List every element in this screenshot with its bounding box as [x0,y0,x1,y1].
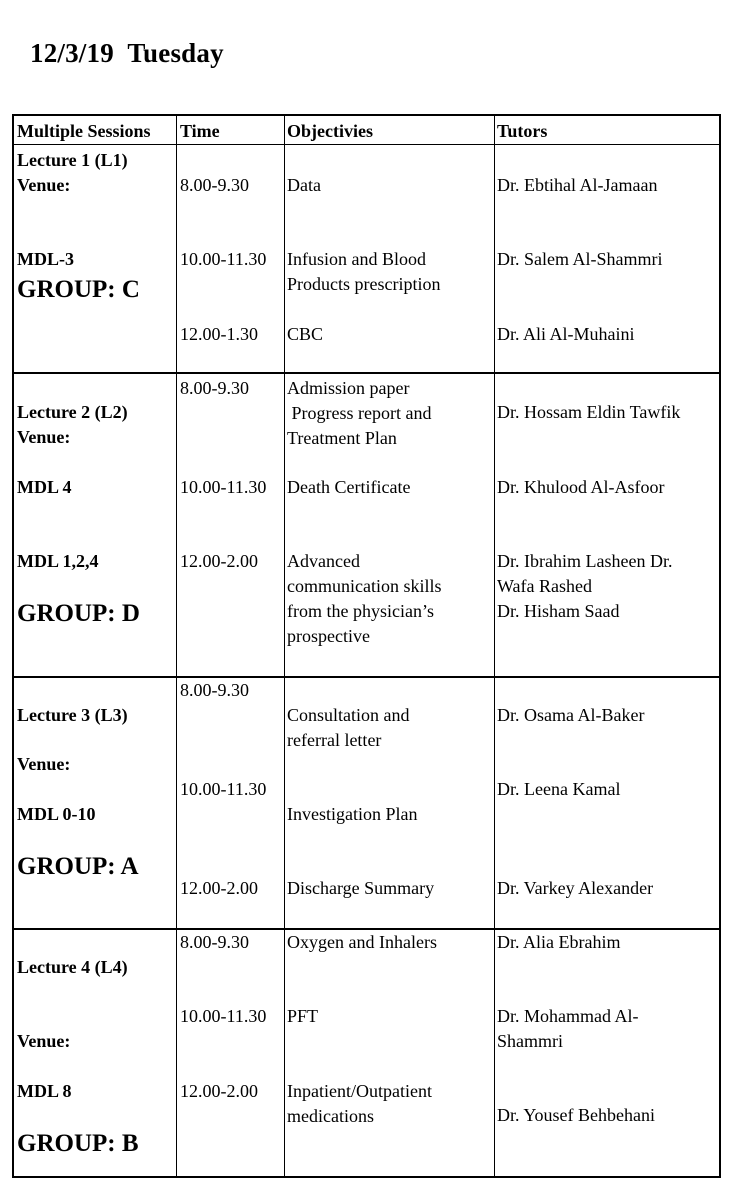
objective-cell: Consultation and referral letter [287,705,410,750]
tutor-cell: Dr. Osama Al-Baker [497,705,645,725]
header-sessions: Multiple Sessions [17,121,151,141]
objective-cell: Investigation Plan [287,804,418,824]
block-divider [14,372,719,374]
group-label: GROUP: A [17,853,139,880]
header-tutors: Tutors [497,121,548,141]
time-cell: 8.00-9.30 [180,175,249,195]
time-cell: 10.00-11.30 [180,1006,267,1026]
tutor-cell: Dr. Ali Al-Muhaini [497,324,635,344]
tutor-cell: Dr. Ibrahim Lasheen Dr. Wafa Rashed Dr. Hisham Saad [497,551,673,621]
objective-cell: Discharge Summary [287,878,435,898]
time-cell: 10.00-11.30 [180,779,267,799]
time-cell: 8.00-9.30 [180,680,249,700]
header-divider [14,144,719,145]
header-objectives: Objectivies [287,121,373,141]
objective-cell: Advanced communication skills from the physician’s prospective [287,551,442,646]
time-cell: 12.00-2.00 [180,878,258,898]
objective-cell: Inpatient/Outpatient medications [287,1081,432,1126]
room-label: MDL 8 [17,1081,72,1101]
tutor-cell: Dr. Hossam Eldin Tawfik [497,402,681,422]
tutor-cell: Dr. Mohammad Al- Shammri [497,1006,639,1051]
room-label: MDL 1,2,4 [17,551,99,571]
schedule-table [12,114,721,1178]
time-cell: 10.00-11.30 [180,249,267,269]
time-cell: 8.00-9.30 [180,932,249,952]
venue-label: Venue: [17,1031,71,1051]
lecture-label: Lecture 3 (L3) [17,705,128,725]
block-divider [14,676,719,678]
tutor-cell: Dr. Ebtihal Al-Jamaan [497,175,658,195]
tutor-cell: Dr. Salem Al-Shammri [497,249,663,269]
time-cell: 12.00-2.00 [180,551,258,571]
header-time: Time [180,121,220,141]
column-divider [494,116,495,1176]
tutor-cell: Dr. Yousef Behbehani [497,1105,655,1125]
venue-label: Venue: [17,427,71,447]
objective-cell: Infusion and Blood Products prescription [287,249,441,294]
venue-label: Venue: [17,754,71,774]
objective-cell: PFT [287,1006,319,1026]
lecture-label: Lecture 4 (L4) [17,957,128,977]
lecture-label: Lecture 1 (L1) [17,150,128,170]
tutor-cell: Dr. Khulood Al-Asfoor [497,477,665,497]
time-cell: 8.00-9.30 [180,378,249,398]
time-cell: 12.00-2.00 [180,1081,258,1101]
time-cell: 10.00-11.30 [180,477,267,497]
objective-cell: Data [287,175,321,195]
tutor-cell: Dr. Varkey Alexander [497,878,654,898]
room-label: MDL-3 [17,249,74,269]
room-label: MDL 4 [17,477,72,497]
objective-cell: CBC [287,324,324,344]
lecture-label: Lecture 2 (L2) [17,402,128,422]
objective-cell: Death Certificate [287,477,411,497]
tutor-cell: Dr. Alia Ebrahim [497,932,621,952]
objective-cell: Oxygen and Inhalers [287,932,437,952]
venue-label: Venue: [17,175,71,195]
group-label: GROUP: B [17,1130,139,1157]
time-cell: 12.00-1.30 [180,324,258,344]
column-divider [284,116,285,1176]
tutor-cell: Dr. Leena Kamal [497,779,621,799]
room-label: MDL 0-10 [17,804,96,824]
group-label: GROUP: D [17,600,140,627]
group-label: GROUP: C [17,276,140,303]
page-title: 12/3/19 Tuesday [30,38,224,68]
objective-cell: Admission paper Progress report and Treatment Plan [287,378,432,448]
column-divider [176,116,177,1176]
